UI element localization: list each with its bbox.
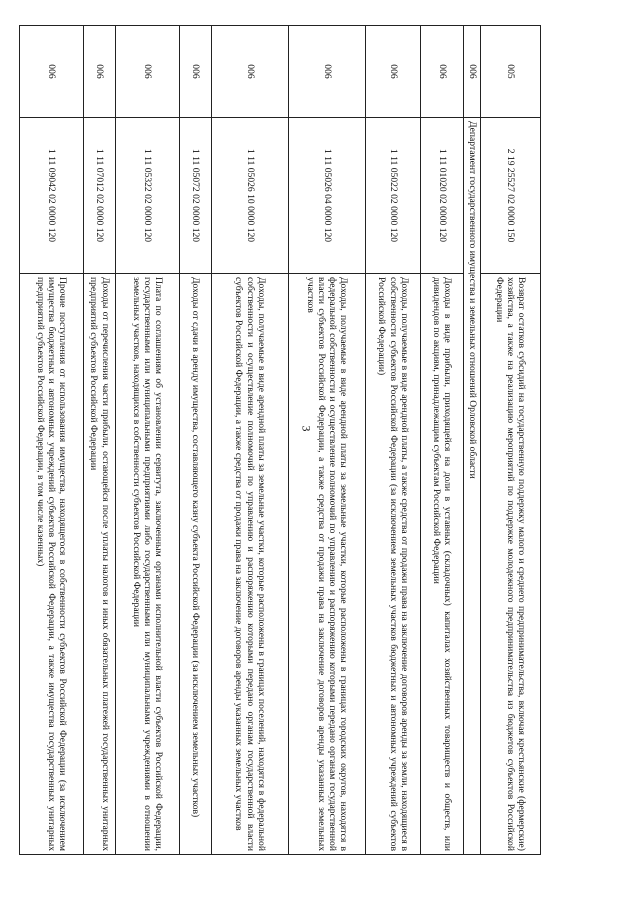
revenue-name-cell: Прочие поступления от использования имущества, находящегося в собственности субъектов Российской Федерации (за исключением имущества бюджетных и автономных учреждений субъектов Российской Федерации, а также имущества государственных унитарных предприятий субъектов Российской Федерации, в том числе казенных) bbox=[20, 274, 84, 855]
table-row bbox=[481, 26, 541, 855]
admin-code-cell: 006 bbox=[421, 26, 464, 118]
admin-code-cell: 006 bbox=[212, 26, 289, 118]
table-row bbox=[289, 26, 366, 855]
table-row bbox=[421, 26, 464, 855]
admin-code-cell: 006 bbox=[180, 26, 212, 118]
admin-code-cell: 006 bbox=[289, 26, 366, 118]
table-row bbox=[116, 26, 180, 855]
table-row bbox=[212, 26, 289, 855]
admin-code-cell: 006 bbox=[366, 26, 421, 118]
budget-code-cell: 1 11 05026 10 0000 120 bbox=[212, 118, 289, 274]
revenue-name-cell: Доходы от перечисления части прибыли, остающейся после уплаты налогов и иных обязательных платежей государственных унитарных предприятий субъектов Российской Федерации bbox=[84, 274, 116, 855]
budget-code-cell: 1 11 05072 02 0000 120 bbox=[180, 118, 212, 274]
admin-code-cell: 006 bbox=[116, 26, 180, 118]
revenue-name-cell: Доходы, получаемые в виде арендной платы за земельные участки, которые расположены в границах поселений, находятся в федеральной собственности и осуществление полномочий по управлению и распоряжению которыми передано органам государственной власти субъектов Российской Федерации, а также средства от продажи права на заключение договоров аренды указанных земельных участков bbox=[212, 274, 289, 855]
table-row bbox=[464, 26, 481, 855]
admin-code-cell: 006 bbox=[464, 26, 481, 118]
table-row bbox=[366, 26, 421, 855]
revenue-name-cell: Доходы от сдачи в аренду имущества, составляющего казну субъекта Российской Федерации (за исключением земельных участков) bbox=[180, 274, 212, 855]
revenue-codes-table bbox=[19, 25, 541, 855]
budget-code-cell: 1 11 05026 04 0000 120 bbox=[289, 118, 366, 274]
rotated-table-container bbox=[34, 25, 541, 855]
revenue-name-cell: Доходы, получаемые в виде арендной платы, а также средства от продажи права на заключение договоров аренды за земли, находящиеся в собственности субъектов Российской Федерации (за исключением земельных участков бюджетных и автономных учреждений субъектов Российской Федерации) bbox=[366, 274, 421, 855]
revenue-name-cell: Плата по соглашениям об установлении сервитута, заключенным органами исполнительной власти субъектов Российской Федерации, государственными или муниципальными предприятиями либо государственными или муниципальными учреждениями в отношении земельных участков, находящихся в собственности субъектов Российской Федерации bbox=[116, 274, 180, 855]
section-header-cell: Департамент государственного имущества и земельных отношений Орловской области bbox=[464, 118, 481, 855]
budget-code-cell: 1 11 05322 02 0000 120 bbox=[116, 118, 180, 274]
revenue-name-cell: Доходы в виде прибыли, приходящейся на доли в уставных (складочных) капиталах хозяйственных товариществ и обществ, или дивидендов по акциям, принадлежащим субъектам Российской Федерации bbox=[421, 274, 464, 855]
table-row bbox=[84, 26, 116, 855]
budget-code-cell: 1 11 01020 02 0000 120 bbox=[421, 118, 464, 274]
budget-code-cell: 1 11 09042 02 0000 120 bbox=[20, 118, 84, 274]
revenue-name-cell: Доходы, получаемые в виде арендной платы за земельные участки, которые расположены в границах городских округов, находятся в федеральной собственности и осуществление полномочий по управлению и распоряжению которыми передано органам государственной власти субъектов Российской Федерации, а также средства от продажи права на заключение договоров аренды указанных земельных участков bbox=[289, 274, 366, 855]
budget-code-cell: 1 11 07012 02 0000 120 bbox=[84, 118, 116, 274]
table-row bbox=[180, 26, 212, 855]
table-row bbox=[20, 26, 84, 855]
admin-code-cell: 005 bbox=[481, 26, 541, 118]
admin-code-cell: 006 bbox=[84, 26, 116, 118]
revenue-name-cell: Возврат остатков субсидий на государственную поддержку малого и среднего предпринимательства, включая крестьянские (фермерские) хозяйства, а также на реализацию мероприятий по поддержке молодежного предпринимательства из бюджетов субъектов Российской Федерации bbox=[481, 274, 541, 855]
page-number: 3 bbox=[299, 425, 314, 432]
admin-code-cell: 006 bbox=[20, 26, 84, 118]
budget-code-cell: 2 19 25527 02 0000 150 bbox=[481, 118, 541, 274]
budget-code-cell: 1 11 05022 02 0000 120 bbox=[366, 118, 421, 274]
